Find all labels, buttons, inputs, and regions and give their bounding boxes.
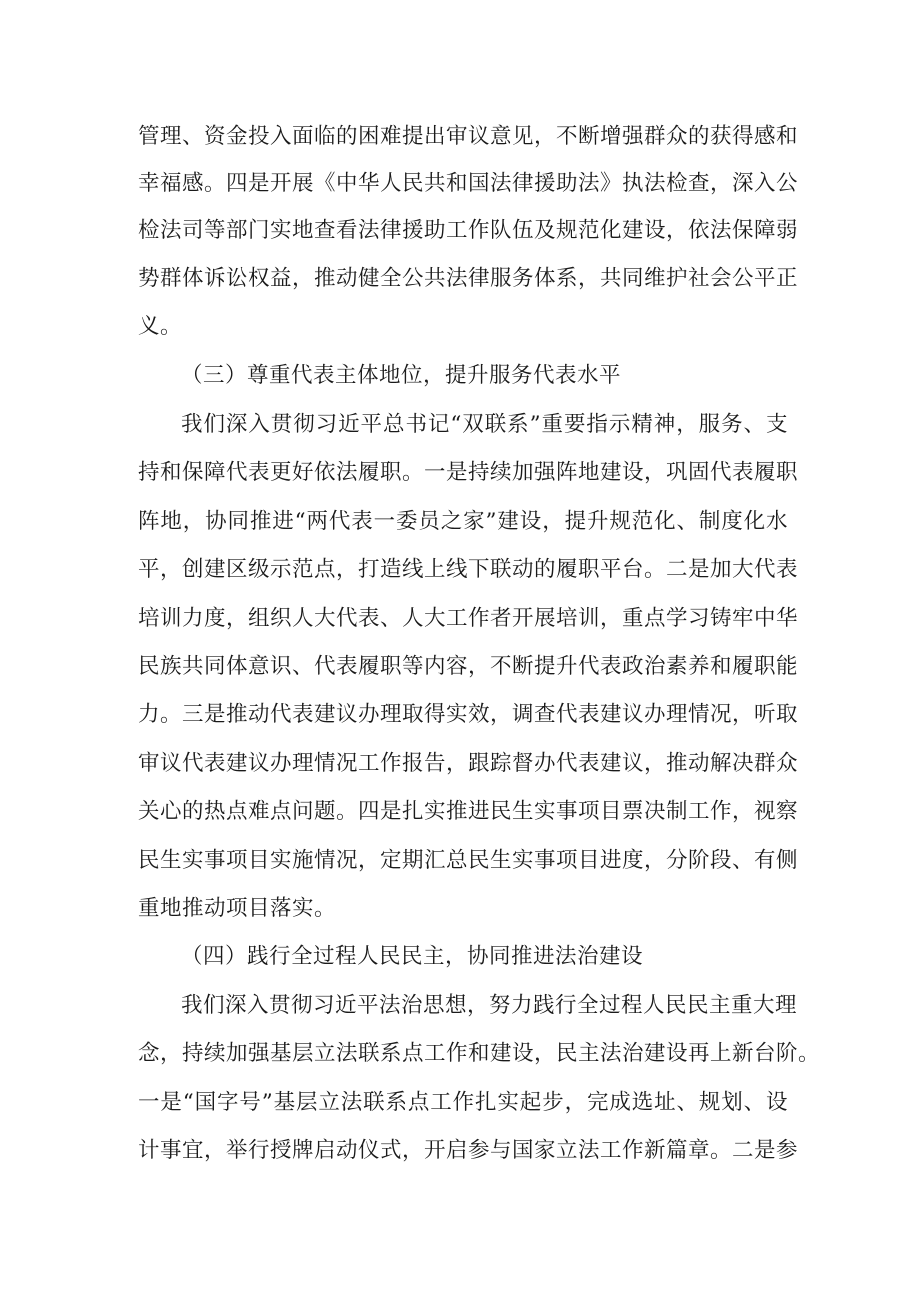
paragraph-line: 阵地，协同推进“两代表一委员之家”建设，提升规范化、制度化水 — [138, 509, 788, 534]
paragraph-line: 持和保障代表更好依法履职。一是持续加强阵地建设，巩固代表履职 — [138, 460, 799, 485]
paragraph-line: 审议代表建议办理情况工作报告，跟踪督办代表建议，推动解决群众 — [138, 751, 799, 776]
paragraph-line: 培训力度，组织人大代表、人大工作者开展培训，重点学习铸牢中华 — [138, 606, 799, 631]
paragraph-line: 力。三是推动代表建议办理取得实效，调查代表建议办理情况，听取 — [138, 702, 799, 727]
paragraph-line: 检法司等部门实地查看法律援助工作队伍及规范化建设，依法保障弱 — [138, 218, 799, 243]
paragraph-line: 一是“国字号”基层立法联系点工作扎实起步，完成选址、规划、设 — [138, 1090, 788, 1115]
paragraph-line: 义。 — [138, 314, 183, 339]
paragraph-line: 管理、资金投入面临的困难提出审议意见，不断增强群众的获得感和 — [138, 124, 799, 149]
paragraph-line: 计事宜，举行授牌启动仪式，开启参与国家立法工作新篇章。二是参 — [138, 1138, 799, 1163]
paragraph-line: 民族共同体意识、代表履职等内容，不断提升代表政治素养和履职能 — [138, 654, 799, 679]
section-heading-3: （三）尊重代表主体地位，提升服务代表水平 — [181, 363, 622, 388]
paragraph-line: 关心的热点难点问题。四是扎实推进民生实事项目票决制工作，视察 — [138, 799, 799, 824]
paragraph-line: 势群体诉讼权益，推动健全公共法律服务体系，共同维护社会公平正 — [138, 266, 799, 291]
section-heading-4: （四）践行全过程人民民主，协同推进法治建设 — [181, 944, 644, 969]
paragraph-line: 幸福感。四是开展《中华人民共和国法律援助法》执法检查，深入公 — [138, 171, 799, 196]
paragraph-line: 平，创建区级示范点，打造线上线下联动的履职平台。二是加大代表 — [138, 557, 799, 582]
paragraph-line: 重地推动项目落实。 — [138, 896, 337, 921]
paragraph-line: 我们深入贯彻习近平总书记“双联系”重要指示精神，服务、支 — [181, 412, 788, 437]
paragraph-line: 我们深入贯彻习近平法治思想，努力践行全过程人民民主重大理 — [181, 993, 798, 1018]
paragraph-line: 念，持续加强基层立法联系点工作和建设，民主法治建设再上新台阶。 — [138, 1041, 821, 1066]
paragraph-line: 民生实事项目实施情况，定期汇总民生实事项目进度，分阶段、有侧 — [138, 848, 799, 873]
